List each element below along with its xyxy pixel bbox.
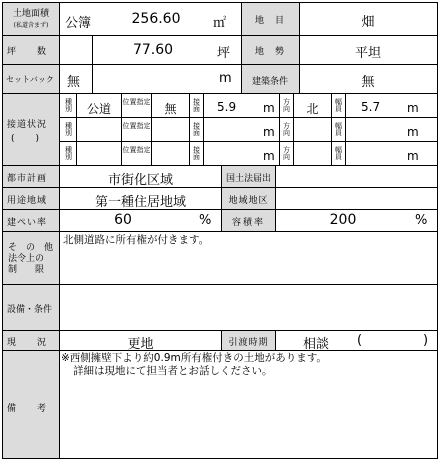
road-width-unit: m [407, 101, 419, 115]
road-direction-value: 北 [306, 102, 319, 116]
road-frontage-label: 接面 [193, 122, 200, 137]
road-width-unit: m [407, 149, 419, 163]
road-label-paren: ( ) [11, 134, 41, 144]
road-type-label: 種別 [65, 146, 72, 161]
facilities-label: 設備・条件 [7, 305, 53, 315]
land-area-label: 土地面積 [12, 9, 49, 19]
zoning-value: 第一種住居地域 [94, 195, 186, 210]
road-width-label: 幅員 [335, 146, 342, 161]
coverage-value: 60 [114, 212, 132, 228]
terrain-value: 平坦 [354, 46, 381, 61]
remarks-label: 備 考 [7, 404, 48, 414]
handover-label: 引渡時期 [228, 338, 269, 348]
road-frontage-unit: m [263, 125, 275, 139]
land-category-value: 畑 [361, 15, 375, 30]
property-info-sheet [2, 2, 438, 459]
tsubo-value: 77.60 [132, 42, 174, 58]
road-width-label: 幅員 [335, 122, 342, 137]
handover-paren-close: ) [423, 333, 429, 348]
tsubo-label: 坪 数 [7, 47, 48, 57]
road-width-label: 幅員 [335, 98, 342, 113]
current-status-label: 現 況 [7, 338, 48, 348]
road-width-value: 5.7 [361, 100, 381, 114]
handover-paren-open: ( [357, 333, 363, 348]
land-area-type: 公簿 [65, 16, 92, 31]
far-unit: % [415, 213, 428, 228]
zoning-label: 用途地域 [7, 196, 48, 206]
setback-label: セットバック [6, 75, 54, 84]
road-direction-label: 方向 [283, 146, 290, 161]
far-value: 200 [329, 212, 357, 228]
current-status-value: 更地 [127, 337, 154, 352]
road-type-label: 種別 [65, 122, 72, 137]
road-width-unit: m [407, 125, 419, 139]
building-conditions-value: 無 [361, 75, 375, 90]
far-label: 容積率 [231, 218, 265, 228]
road-frontage-label: 接面 [193, 98, 200, 113]
road-position-label: 位置指定 [122, 98, 151, 106]
road-frontage-unit: m [263, 101, 275, 115]
remarks-line-2: 詳細は現地にて担当者とお話しください。 [73, 365, 273, 377]
road-frontage-label: 接面 [193, 146, 200, 161]
road-position-label: 位置指定 [122, 146, 151, 154]
land-area-sublabel: (私道含まず) [13, 22, 49, 29]
city-plan-value: 市街化区域 [107, 173, 173, 188]
building-conditions-label: 建築条件 [251, 77, 288, 87]
setback-value: 無 [67, 75, 81, 90]
road-position-value: 無 [164, 102, 177, 116]
remarks-line-1: ※西側擁壁下より約0.9m所有権付きの土地があります。 [61, 352, 327, 364]
district-label: 地域地区 [228, 196, 269, 206]
other-laws-value: 北側道路に所有権が付きます。 [63, 234, 210, 246]
land-area-value: 256.60 [131, 11, 181, 27]
tsubo-unit: 坪 [217, 46, 231, 61]
road-frontage-unit: m [263, 149, 275, 163]
road-type-label: 種別 [65, 98, 72, 113]
city-plan-label: 都市計画 [7, 174, 48, 184]
coverage-unit: % [199, 213, 212, 228]
road-direction-label: 方向 [283, 98, 290, 113]
road-frontage-value: 5.9 [217, 100, 237, 114]
road-position-label: 位置指定 [122, 122, 151, 130]
terrain-label: 地 勢 [254, 47, 285, 57]
road-type-value: 公道 [86, 102, 111, 116]
national-land-label: 国土法届出 [225, 174, 271, 184]
handover-value: 相談 [303, 337, 330, 352]
land-category-label: 地 目 [254, 16, 285, 26]
road-label: 接道状況 [7, 120, 48, 130]
setback-unit: m [219, 71, 232, 86]
road-direction-label: 方向 [283, 122, 290, 137]
other-laws-label: そ の 他 法令上の 制 限 [8, 243, 54, 275]
coverage-label: 建ぺい率 [7, 218, 48, 228]
land-area-unit: ㎡ [213, 16, 227, 31]
